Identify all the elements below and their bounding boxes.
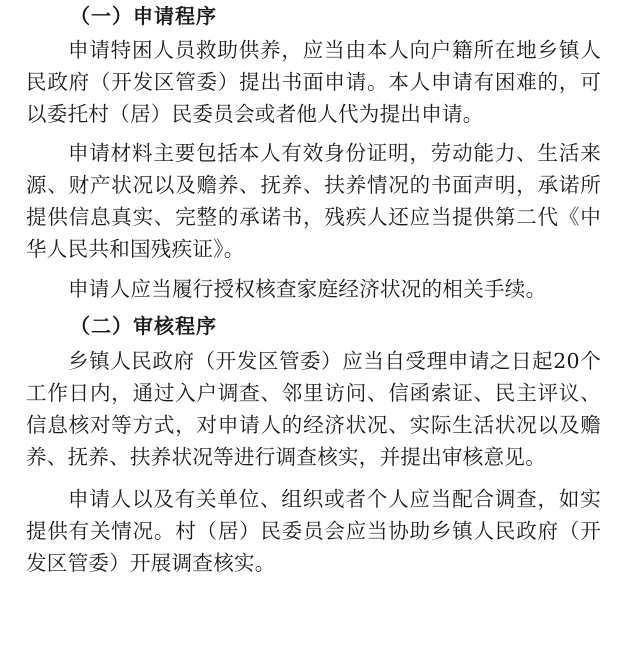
section-heading-application: （一）申请程序 (70, 4, 217, 28)
paragraph-review-investigation: 乡镇人民政府（开发区管委）应当自受理申请之日起20个工作日内，通过入户调查、邻里访问、信函索证、民主评议、信息核对等方式，对申请人的经济状况、实际生活状况以及赡养、抚养、扶养状况等进行调查核实，并提出审核意见。 (26, 349, 601, 469)
paragraph-authorization: 申请人应当履行授权核查家庭经济状况的相关手续。 (68, 277, 547, 301)
paragraph-application-submission: 申请特困人员救助供养，应当由本人向户籍所在地乡镇人民政府（开发区管委）提出书面申请。本人申请有困难的，可以委托村（居）民委员会或者他人代为提出申请。 (26, 38, 601, 126)
paragraph-application-materials: 申请材料主要包括本人有效身份证明，劳动能力、生活来源、财产状况以及赡养、抚养、扶养情况的书面声明，承诺所提供信息真实、完整的承诺书，残疾人还应当提供第二代《中华人民共和国残疾证》。 (26, 141, 601, 261)
paragraph-cooperation: 申请人以及有关单位、组织或者个人应当配合调查，如实提供有关情况。村（居）民委员会应当协助乡镇人民政府（开发区管委）开展调查核实。 (26, 487, 601, 575)
section-heading-review: （二）审核程序 (70, 314, 217, 338)
